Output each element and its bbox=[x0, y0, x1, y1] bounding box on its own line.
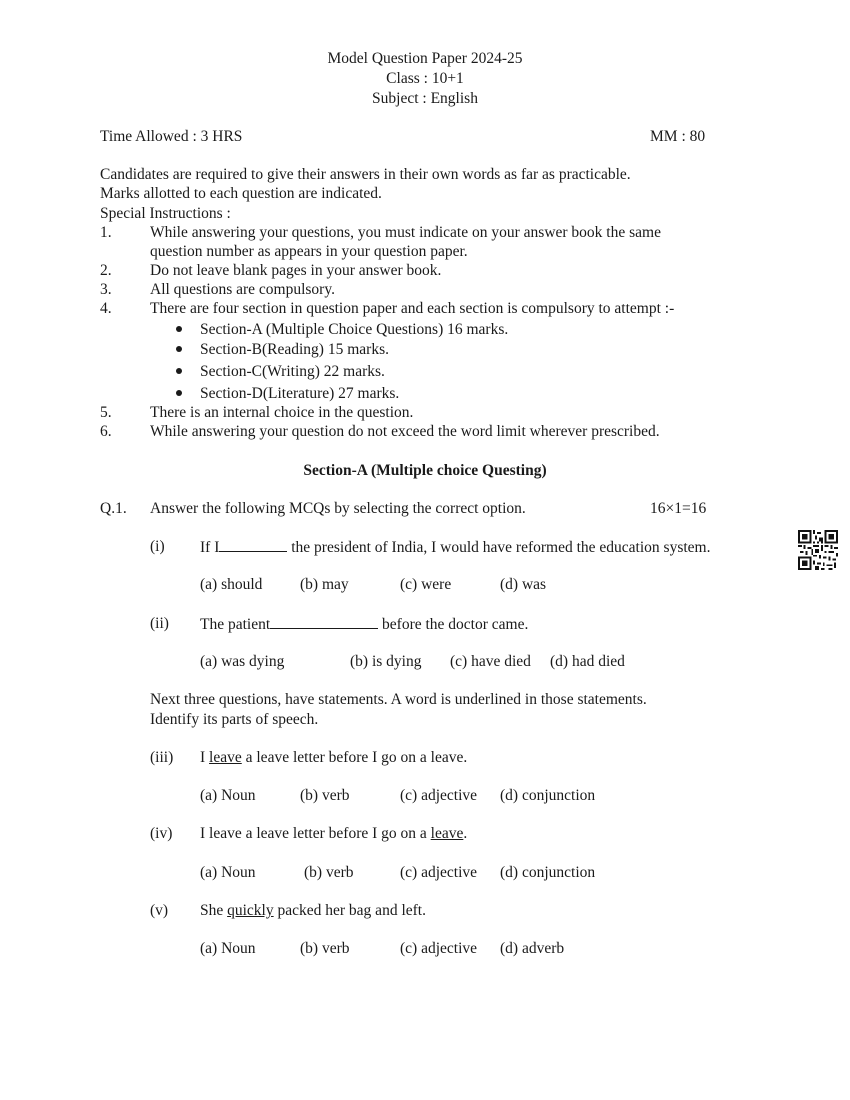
option: (a) was dying bbox=[200, 653, 285, 670]
instruction-number: 1. bbox=[100, 224, 112, 241]
sub-question-text: If I the president of India, I would have reformed the education system. bbox=[200, 539, 711, 556]
sub-question-text: I leave a leave letter before I go on a leave. bbox=[200, 749, 468, 766]
instruction-number: 5. bbox=[100, 404, 112, 421]
option: (b) is dying bbox=[350, 653, 422, 670]
section-list-item: Section-A (Multiple Choice Questions) 16 marks. bbox=[200, 321, 509, 338]
option: (d) was bbox=[500, 576, 547, 593]
subject-label: Subject : English bbox=[372, 90, 478, 107]
section-list-item: Section-C(Writing) 22 marks. bbox=[200, 363, 385, 380]
underlined-word: quickly bbox=[227, 902, 274, 919]
option: (c) have died bbox=[450, 653, 531, 670]
intro-line: Marks allotted to each question are indicated. bbox=[100, 185, 382, 202]
paper-title: Model Question Paper 2024-25 bbox=[327, 50, 523, 67]
sub-question-number: (iv) bbox=[150, 825, 173, 842]
intro-line: Candidates are required to give their answers in their own words as far as practicable. bbox=[100, 166, 631, 183]
instruction-text: question number as appears in your question paper. bbox=[150, 243, 468, 260]
option: (a) Noun bbox=[200, 864, 256, 881]
section-a-heading: Section-A (Multiple choice Questing) bbox=[303, 462, 547, 479]
answer-blank bbox=[219, 537, 287, 552]
instruction-note: Next three questions, have statements. A word is underlined in those statements. bbox=[150, 691, 647, 708]
option: (c) were bbox=[400, 576, 452, 593]
option: (b) verb bbox=[304, 864, 354, 881]
sub-question-number: (i) bbox=[150, 538, 165, 555]
option: (d) conjunction bbox=[500, 787, 596, 804]
class-label: Class : 10+1 bbox=[386, 70, 464, 87]
option: (a) Noun bbox=[200, 787, 256, 804]
option: (b) verb bbox=[300, 787, 350, 804]
sub-question-text: She quickly packed her bag and left. bbox=[200, 902, 426, 919]
instruction-note: Identify its parts of speech. bbox=[150, 711, 319, 728]
option: (a) Noun bbox=[200, 940, 256, 957]
option: (c) adjective bbox=[400, 787, 478, 804]
sub-question-number: (iii) bbox=[150, 749, 174, 766]
sub-question-text: I leave a leave letter before I go on a leave. bbox=[200, 825, 468, 842]
section-list-item: Section-D(Literature) 27 marks. bbox=[200, 385, 400, 402]
instruction-text: There are four section in question paper and each section is compulsory to attempt :- bbox=[150, 300, 675, 317]
instruction-text: All questions are compulsory. bbox=[150, 281, 335, 298]
instruction-number: 4. bbox=[100, 300, 112, 317]
sub-question-text: The patient before the doctor came. bbox=[200, 616, 529, 633]
instruction-text: There is an internal choice in the question. bbox=[150, 404, 414, 421]
option: (b) verb bbox=[300, 940, 350, 957]
time-allowed: Time Allowed : 3 HRS bbox=[100, 128, 243, 145]
question-text: Answer the following MCQs by selecting the correct option. bbox=[150, 500, 526, 517]
question-marks: 16×1=16 bbox=[650, 500, 707, 517]
instruction-number: 3. bbox=[100, 281, 112, 298]
sub-question-number: (v) bbox=[150, 902, 169, 919]
bullet-icon bbox=[176, 346, 182, 352]
option: (d) adverb bbox=[500, 940, 565, 957]
instruction-text: While answering your question do not exceed the word limit wherever prescribed. bbox=[150, 423, 660, 440]
bullet-icon bbox=[176, 326, 182, 332]
section-list-item: Section-B(Reading) 15 marks. bbox=[200, 341, 389, 358]
instruction-number: 6. bbox=[100, 423, 112, 440]
option: (a) should bbox=[200, 576, 263, 593]
option: (d) had died bbox=[550, 653, 625, 670]
underlined-word: leave bbox=[430, 825, 464, 842]
special-instructions-heading: Special Instructions : bbox=[100, 205, 231, 222]
question-number: Q.1. bbox=[100, 500, 127, 517]
answer-blank bbox=[270, 614, 378, 629]
instruction-text: While answering your questions, you must indicate on your answer book the same bbox=[150, 224, 661, 241]
option: (b) may bbox=[300, 576, 349, 593]
instruction-text: Do not leave blank pages in your answer book. bbox=[150, 262, 442, 279]
option: (d) conjunction bbox=[500, 864, 596, 881]
underlined-word: leave bbox=[209, 749, 242, 766]
max-marks: MM : 80 bbox=[650, 128, 706, 145]
bullet-icon bbox=[176, 368, 182, 374]
qr-code-icon bbox=[798, 530, 838, 570]
sub-question-number: (ii) bbox=[150, 615, 169, 632]
bullet-icon bbox=[176, 390, 182, 396]
option: (c) adjective bbox=[400, 864, 478, 881]
option: (c) adjective bbox=[400, 940, 478, 957]
instruction-number: 2. bbox=[100, 262, 112, 279]
